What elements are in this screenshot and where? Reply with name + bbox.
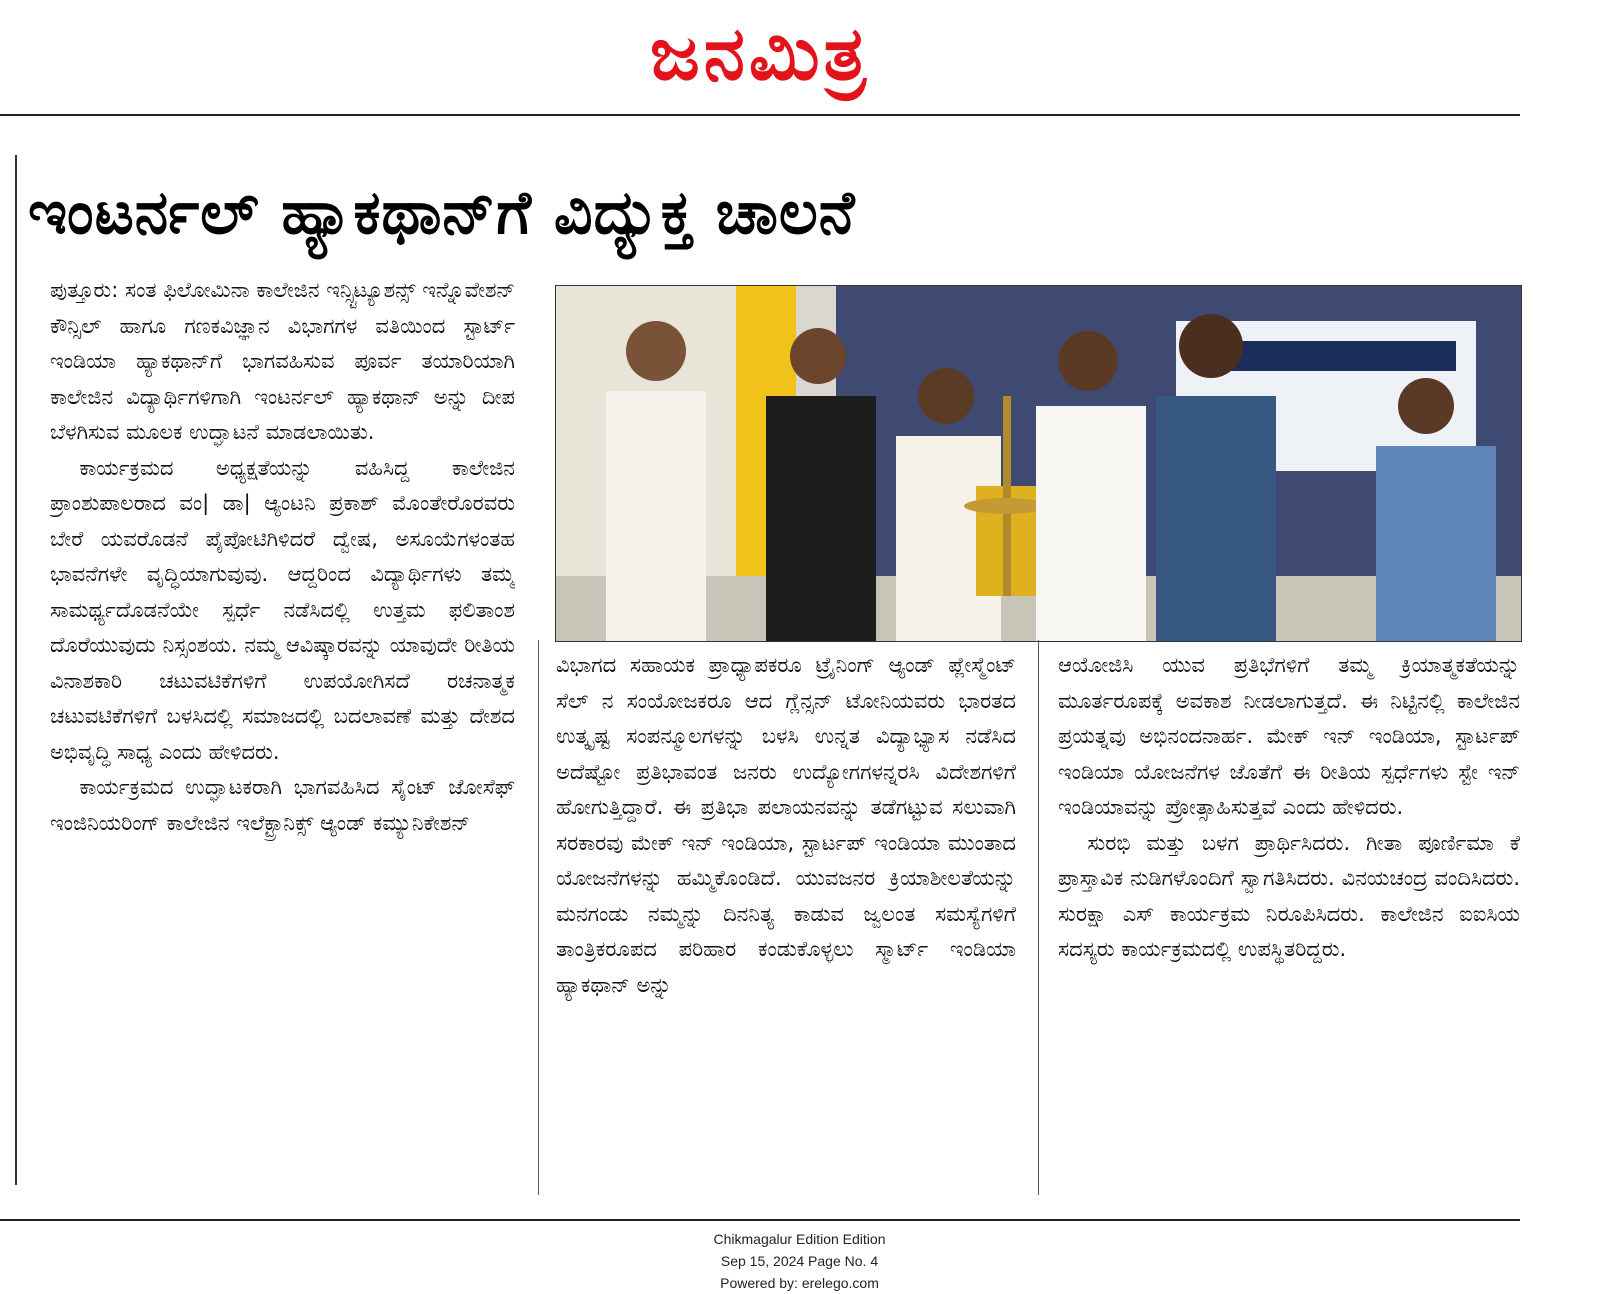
column-3-paragraph-1: ಆಯೋಜಿಸಿ ಯುವ ಪ್ರತಿಭೆಗಳಿಗೆ ತಮ್ಮ ಕ್ರಿಯಾತ್ಮಕತೆಯನ್ನು ಮೂರ್ತರೂಪಕ್ಕೆ ಅವಕಾಶ ನೀಡಲಾಗುತ್ತದೆ. ಈ ನಿಟ್ಟಿನಲ್ಲಿ ಕಾಲೇಜಿನ ಪ್ರಯತ್ನವು ಅಭಿನಂದನಾರ್ಹ. ಮೇಕ್ ಇನ್ ಇಂಡಿಯಾ, ಸ್ಟಾರ್ಟಪ್ ಇಂಡಿಯಾ ಯೋಜನೆಗಳ ಜೊತೆಗೆ ಈ ರೀತಿಯ ಸ್ಪರ್ಧೆಗಳು ಸ್ಟೇ ಇನ್ ಇಂಡಿಯಾವನ್ನು ಪ್ರೋತ್ಸಾಹಿಸುತ್ತವೆ ಎಂದು ಹೇಳಿದರು. (1058, 653, 1520, 819)
edition-label: Chikmagalur Edition Edition (713, 1231, 886, 1247)
column-rule-2 (1038, 640, 1039, 1195)
column-1-paragraph-2: ಕಾರ್ಯಕ್ರಮದ ಅಧ್ಯಕ್ಷತೆಯನ್ನು ವಹಿಸಿದ್ದ ಕಾಲೇಜಿನ ಪ್ರಾಂಶುಪಾಲರಾದ ವಂ| ಡಾ| ಆ್ಯಂಟನಿ ಪ್ರಕಾಶ್ ಮೊಂತೇರೊರವರು ಬೇರೆ ಯವರೊಡನೆ ಪೈಪೋಟಿಗಿಳಿದರೆ ದ್ವೇಷ, ಅಸೂಯೆಗಳಂತಹ ಭಾವನೆಗಳೇ ವೃದ್ಧಿಯಾಗುವುವು. ಆದ್ದರಿಂದ ವಿದ್ಯಾರ್ಥಿಗಳು ತಮ್ಮ ಸಾಮರ್ಥ್ಯದೊಡನೆಯೇ ಸ್ಪರ್ಧೆ ನಡೆಸಿದಲ್ಲಿ ಉತ್ತಮ ಫಲಿತಾಂಶ ದೊರೆಯುವುದು ನಿಸ್ಸಂಶಯ. ನಮ್ಮ ಆವಿಷ್ಕಾರವನ್ನು ಯಾವುದೇ ರೀತಿಯ ವಿನಾಶಕಾರಿ ಚಟುವಟಿಕೆಗಳಿಗೆ ಉಪಯೋಗಿಸದೆ ರಚನಾತ್ಮಕ ಚಟುವಟಿಕೆಗಳಿಗೆ ಬಳಸಿದಲ್ಲಿ ಸಮಾಜದಲ್ಲಿ ಬದಲಾವಣೆ ಮತ್ತು ದೇಶದ ಅಭಿವೃದ್ಧಿ ಸಾಧ್ಯ ಎಂದು ಹೇಳಿದರು. (50, 455, 515, 764)
article-column-1 (50, 273, 515, 1193)
masthead (0, 0, 1520, 108)
column-2-paragraph-1: ವಿಭಾಗದ ಸಹಾಯಕ ಪ್ರಾಧ್ಯಾಪಕರೂ ಟ್ರೈನಿಂಗ್ ಆ್ಯಂಡ್ ಪ್ಲೇಸ್ಮೆಂಟ್ ಸೆಲ್ ನ ಸಂಯೋಜಕರೂ ಆದ ಗ್ಲೆನ್ಸನ್ ಟೋನಿಯವರು ಭಾರತದ ಉತ್ಕೃಷ್ಟ ಸಂಪನ್ಮೂಲಗಳನ್ನು ಬಳಸಿ ಉನ್ನತ ವಿದ್ಯಾಭ್ಯಾಸ ನಡೆಸಿದ ಅದೆಷ್ಟೋ ಪ್ರತಿಭಾವಂತ ಜನರು ಉದ್ಯೋಗಗಳನ್ನರಸಿ ವಿದೇಶಗಳಿಗೆ ಹೋಗುತ್ತಿದ್ದಾರೆ. ಈ ಪ್ರತಿಭಾ ಪಲಾಯನವನ್ನು ತಡೆಗಟ್ಟುವ ಸಲುವಾಗಿ ಸರಕಾರವು ಮೇಕ್ ಇನ್ ಇಂಡಿಯಾ, ಸ್ಟಾರ್ಟಪ್ ಇಂಡಿಯಾ ಮುಂತಾದ ಯೋಜನೆಗಳನ್ನು ಹಮ್ಮಿಕೊಂಡಿದೆ. ಯುವಜನರ ಕ್ರಿಯಾಶೀಲತೆಯನ್ನು ಮನಗಂಡು ನಮ್ಮನ್ನು ದಿನನಿತ್ಯ ಕಾಡುವ ಜ್ವಲಂತ ಸಮಸ್ಯೆಗಳಿಗೆ ತಾಂತ್ರಿಕರೂಪದ ಪರಿಹಾರ ಕಂಡುಕೊಳ್ಳಲು ಸ್ಮಾರ್ಟ್ ಇಂಡಿಯಾ ಹ್ಯಾಕಥಾನ್ ಅನ್ನು (556, 653, 1016, 997)
article-headline: ಇಂಟರ್ನಲ್ ಹ್ಯಾಕಥಾನ್‌ಗೆ ವಿದ್ಯುಕ್ತ ಚಾಲನೆ (28, 178, 856, 248)
date-page-label: Sep 15, 2024 Page No. 4 (720, 1253, 879, 1269)
column-3-paragraph-2: ಸುರಭಿ ಮತ್ತು ಬಳಗ ಪ್ರಾರ್ಥಿಸಿದರು. ಗೀತಾ ಪೂರ್ಣಿಮಾ ಕೆ ಪ್ರಾಸ್ತಾವಿಕ ನುಡಿಗಳೊಂದಿಗೆ ಸ್ವಾಗತಿಸಿದರು. ವಿನಯಚಂದ್ರ ವಂದಿಸಿದರು. ಸುರಕ್ಷಾ ಎಸ್ ಕಾರ್ಯಕ್ರಮ ನಿರೂಪಿಸಿದರು. ಕಾಲೇಜಿನ ಐಐಸಿಯ ಸದಸ್ಯರು ಕಾರ್ಯಕ್ರಮದಲ್ಲಿ ಉಪಸ್ಥಿತರಿದ್ದರು. (1058, 830, 1520, 961)
left-column-rule (15, 155, 17, 1185)
top-rule (0, 114, 1520, 116)
article-column-2 (556, 648, 1016, 1193)
article-column-3 (1058, 648, 1520, 1193)
powered-by-label: Powered by: erelego.com (720, 1275, 879, 1291)
page-footer (0, 1228, 1599, 1294)
masthead-title: ಜನಮಿತ್ರ (650, 10, 870, 97)
column-1-paragraph-3: ಕಾರ್ಯಕ್ರಮದ ಉದ್ಘಾಟಕರಾಗಿ ಭಾಗವಹಿಸಿದ ಸೈಂಟ್ ಜೋಸೆಫ್ ಇಂಜಿನಿಯರಿಂಗ್ ಕಾಲೇಜಿನ ಇಲೆಕ್ಟ್ರಾನಿಕ್ಸ್ ಆ್ಯಂಡ್ ಕಮ್ಯುನಿಕೇಶನ್ (50, 775, 515, 835)
column-rule-1 (538, 640, 539, 1195)
event-photo (555, 285, 1522, 642)
column-1-paragraph-1: ಪುತ್ತೂರು: ಸಂತ ಫಿಲೋಮಿನಾ ಕಾಲೇಜಿನ ಇನ್ಸ್ಟಿಟ್ಯೂಶನ್ಸ್ ಇನ್ನೊವೇಶನ್ ಕೌನ್ಸಿಲ್ ಹಾಗೂ ಗಣಕವಿಜ್ಞಾನ ವಿಭಾಗಗಳ ವತಿಯಿಂದ ಸ್ಟಾರ್ಟ್ ಇಂಡಿಯಾ ಹ್ಯಾಕಥಾನ್‌ಗೆ ಭಾಗವಹಿಸುವ ಪೂರ್ವ ತಯಾರಿಯಾಗಿ ಕಾಲೇಜಿನ ವಿದ್ಯಾರ್ಥಿಗಳಿಗಾಗಿ ಇಂಟರ್ನಲ್ ಹ್ಯಾಕಥಾನ್ ಅನ್ನು ದೀಪ ಬೆಳಗಿಸುವ ಮೂಲಕ ಉದ್ಘಾಟನೆ ಮಾಡಲಾಯಿತು. (50, 278, 515, 444)
bottom-rule (0, 1219, 1520, 1221)
